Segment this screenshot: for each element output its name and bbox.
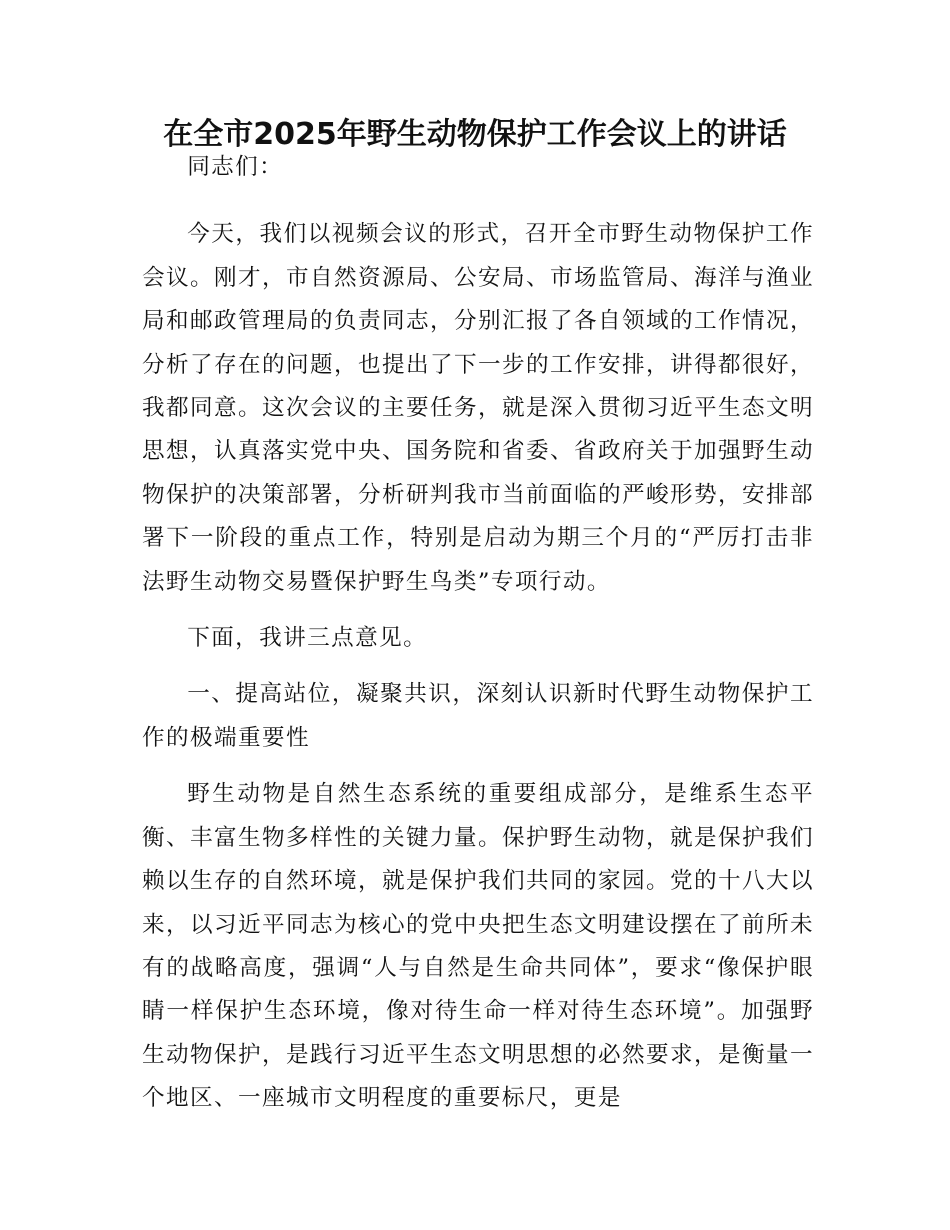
body-paragraph-opening: 今天，我们以视频会议的形式，召开全市野生动物保护工作会议。刚才，市自然资源局、公安局、市场监管局、海洋与渔业局和邮政管理局的负责同志，分别汇报了各自领域的工作情况，分析了存在的问题，也提出了下一步的工作安排，讲得都很好，我都同意。这次会议的主要任务，就是深入贯彻习近平生态文明思想，认真落实党中央、国务院和省委、省政府关于加强野生动物保护的决策部署，分析研判我市当前面临的严峻形势，安排部署下一阶段的重点工作，特别是启动为期三个月的“严厉打击非法野生动物交易暨保护野生鸟类”专项行动。 [142,221,814,595]
body-paragraph-section-1: 野生动物是自然生态系统的重要组成部分，是维系生态平衡、丰富生物多样性的关键力量。保护野生动物，就是保护我们赖以生存的自然环境，就是保护我们共同的家园。党的十八大以来，以习近平同志为核心的党中央把生态文明建设摆在了前所未有的战略高度，强调“人与自然是生命共同体”，要求“像保护眼睛一样保护生态环境，像对待生命一样对待生态环境”。加强野生动物保护，是践行习近平生态文明思想的必然要求，是衡量一个地区、一座城市文明程度的重要标尺，更是 [142,781,814,1112]
document-body [142,146,814,1121]
document-title: 在全市2025年野生动物保护工作会议上的讲话 [163,117,787,152]
salutation: 同志们： [187,154,284,180]
body-paragraph-transition: 下面，我讲三点意见。 [187,625,428,652]
section-heading-1: 一、提高站位，凝聚共识，深刻认识新时代野生动物保护工作的极端重要性 [142,681,814,751]
